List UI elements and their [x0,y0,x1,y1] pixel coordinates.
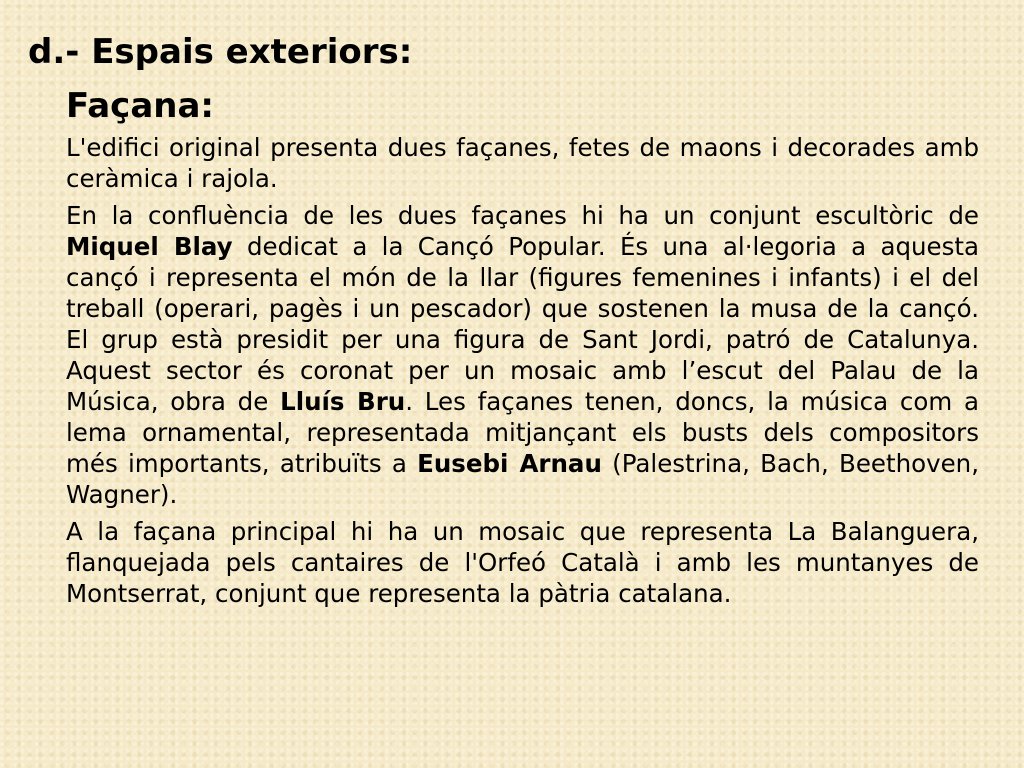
paragraph-2-text-b: dedicat a la Cançó Popular. És una al·legoria a aquesta cançó i representa el món de la llar (figures femenines i infants) i el del treball (operari, pagès i un pescador) que sostenen la musa de la cançó. El grup està presidit per una figura de Sant Jordi, patró de Catalunya. Aquest sector és coronat per un mosaic amb l’escut del Palau de la Música, obra de [66,232,979,416]
paragraph-3-text: A la façana principal hi ha un mosaic que representa La Balanguera, flanquejada pels cantaires de l'Orfeó Català i amb les muntanyes de Montserrat, conjunt que representa la pàtria catalana. [66,517,979,608]
section-heading: d.- Espais exteriors: [28,32,413,72]
author-name-miquel-blay: Miquel Blay [66,232,233,261]
paragraph-1-text: L'edifici original presenta dues façanes, fetes de maons i decorades amb ceràmica i rajola. [66,133,979,193]
author-name-eusebi-arnau: Eusebi Arnau [417,449,602,478]
paragraph-1 [66,132,979,194]
paragraph-2-text-c: . Les façanes tenen, doncs, la música com a lema ornamental, representada mitjançant els busts dels compositors més importants, atribuïts a [66,387,979,478]
paragraph-2 [66,200,979,510]
body-text [66,132,979,615]
author-name-lluis-bru: Lluís Bru [280,387,406,416]
paragraph-2-text-a: En la confluència de les dues façanes hi ha un conjunt escultòric de [66,201,979,230]
paragraph-2-text-d: (Palestrina, Bach, Beethoven, Wagner). [66,449,979,509]
subsection-heading: Façana: [66,86,215,126]
paragraph-3 [66,516,979,609]
